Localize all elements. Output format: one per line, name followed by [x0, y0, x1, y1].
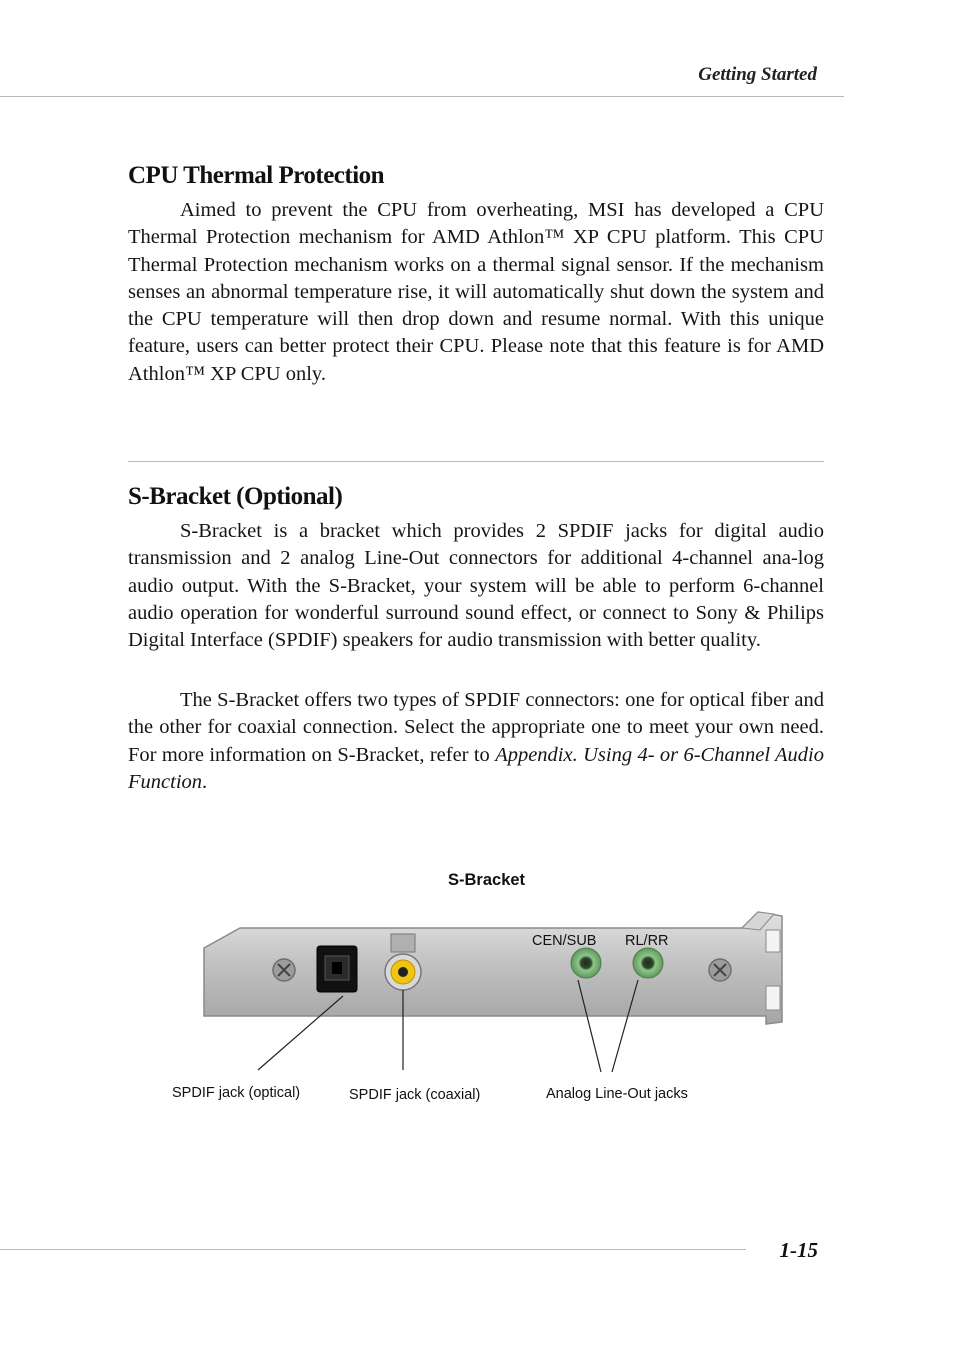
port-label-rl-rr: RL/RR — [625, 933, 669, 949]
paragraph-2-end: . — [202, 770, 208, 793]
footer-rule — [0, 1249, 746, 1250]
callout-line-out: Analog Line-Out jacks — [546, 1086, 688, 1102]
cpu-thermal-paragraph: Aimed to prevent the CPU from overheating, MSI has developed a CPU Thermal Protection mechanism for AMD Athlon™ XP CPU platform. This CPU Thermal Protection mechanism works on a thermal signal sensor. If the mechanism senses an abnormal temperature rise, it will automatically shut down the system and the CPU temperature will then drop down and resume normal. With this unique feature, users can better protect their CPU. Please note that this feature is for AMD Athlon™ XP CPU only. — [128, 199, 824, 385]
screw-left — [273, 959, 295, 981]
section-title-cpu-thermal: CPU Thermal Protection — [128, 162, 385, 189]
bracket-tab-lower — [766, 986, 780, 1010]
callout-optical: SPDIF jack (optical) — [172, 1085, 301, 1101]
optical-jack — [317, 946, 357, 992]
page-number: 1-15 — [779, 1238, 818, 1262]
appendix-reference: Appendix. Using 4- or 6-Channel Audio Function — [128, 743, 824, 793]
port-label-cen-sub: CEN/SUB — [532, 933, 597, 949]
running-header: Getting Started — [698, 64, 817, 85]
line-out-jack-cen-sub — [571, 948, 601, 978]
callout-coaxial: SPDIF jack (coaxial) — [349, 1087, 481, 1103]
bracket-tab — [766, 930, 780, 952]
screw-right — [709, 959, 731, 981]
figure-title: S-Bracket — [448, 871, 526, 889]
line-out-jack-rl-rr — [633, 948, 663, 978]
paragraph-2-text: The S-Bracket offers two types of SPDIF connectors: one for optical fiber and the other for coaxial connection. Select the appropriate one to meet your own need. For more information on S-Bracket, refer to — [128, 689, 824, 766]
s-bracket-paragraph-1: S-Bracket is a bracket which provides 2 SPDIF jacks for digital audio transmission and 2 analog Line-Out connectors for additional 4-channel ana-log audio output. With the S-Bracket, your system will be able to perform 6-channel audio operation for wonderful surround sound effect, or connect to Sony & Philips Digital Interface (SPDIF) speakers for audio transmission with better quality. — [128, 520, 824, 652]
section-title-s-bracket: S-Bracket (Optional) — [128, 483, 343, 510]
